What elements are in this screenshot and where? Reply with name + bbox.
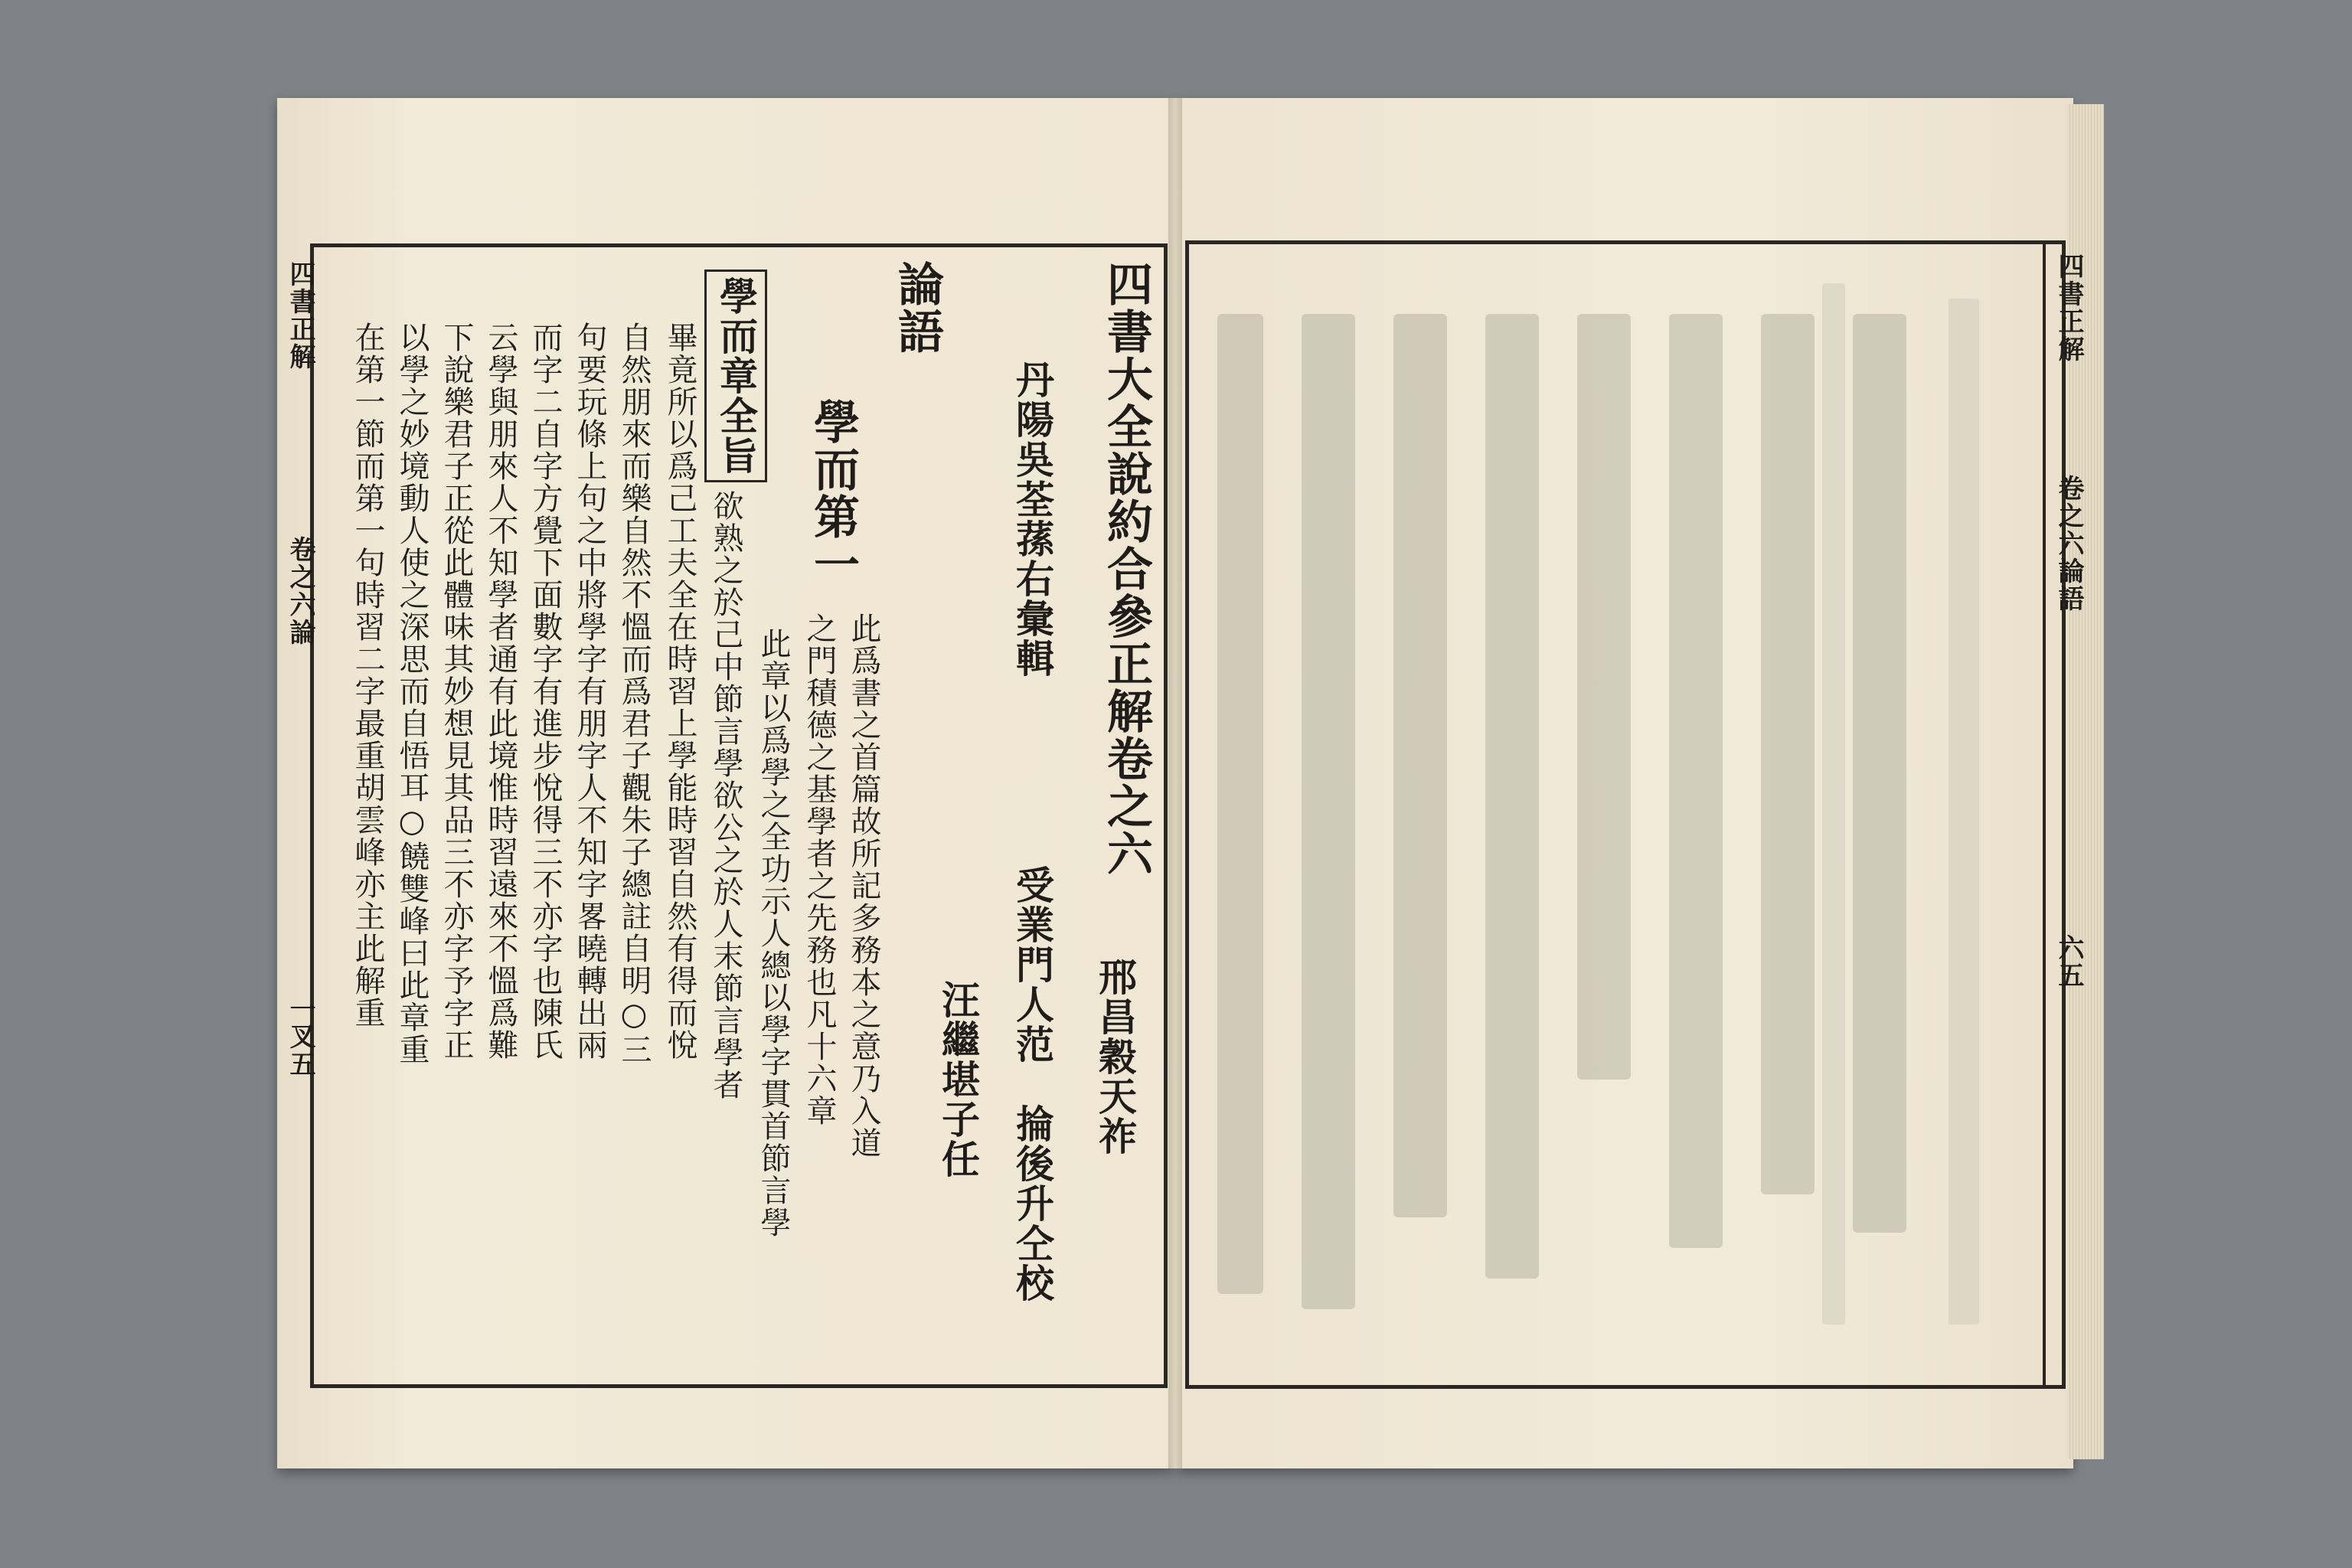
body-column: 欲熟之於己中節言學欲公之於人末節言學者 [708, 490, 743, 1101]
ghost-column [1393, 314, 1447, 1217]
right-banxin-title: 四書正解 [2053, 253, 2084, 363]
ghost-column [1822, 283, 1845, 1325]
boxed-heading: 學而章全旨 [704, 270, 767, 482]
bleed-through-texture [1194, 253, 2037, 1378]
ghost-column [1853, 314, 1906, 1233]
compiler-line: 丹陽吳荃蓀右彙輯 [1010, 360, 1055, 678]
ghost-column [1485, 314, 1539, 1279]
right-banxin-strip [2043, 240, 2089, 1389]
body-column: 以學之妙境動人使之深思而自悟耳○饒雙峰曰此章重 [394, 322, 430, 1066]
section-name: 學而第一 [806, 398, 860, 588]
body-column: 下說樂君子正從此體味其妙想見其品三不亦字予字正 [439, 322, 474, 1061]
ghost-column [1302, 314, 1355, 1309]
ghost-column [1949, 299, 1979, 1325]
body-column: 自然朋來而樂自然不慍而爲君子觀朱子總註自明○三 [616, 322, 652, 1066]
ghost-column [1761, 314, 1815, 1194]
ghost-column [1669, 314, 1723, 1248]
book-title: 四書大全說約合參正解卷之六 [1099, 260, 1153, 877]
left-banxin-strip [277, 243, 314, 1388]
left-banxin-volume: 卷之六論 [285, 536, 315, 646]
left-banxin-page: 一叉五 [285, 995, 315, 1078]
body-column: 此爲書之首篇故所記多務本之意乃入道 [846, 612, 881, 1159]
checker-line: 汪繼堪子任 [936, 980, 981, 1179]
ghost-column [1217, 314, 1263, 1294]
right-banxin-volume: 卷之六論語 [2053, 475, 2084, 612]
body-column: 云學與朋來人不知學者通有此境惟時習遠來不慍爲難 [483, 322, 518, 1061]
body-column: 之門積德之基學者之先務也凡十六章 [802, 612, 837, 1127]
body-column: 在第一節而第一句時習二字最重胡雲峰亦主此解重 [350, 322, 385, 1029]
disciple-line: 受業門人范 掄後升仝校 [1010, 865, 1055, 1303]
left-banxin-title: 四書正解 [285, 260, 315, 371]
right-banxin-page: 六五 [2053, 934, 2084, 989]
chapter-name: 論語 [890, 260, 944, 355]
editor-line: 邢昌穀天祚 [1093, 957, 1138, 1156]
body-column: 而字二自字方覺下面數字有進步悅得三不亦字也陳氏 [528, 322, 563, 1061]
body-column: 句要玩條上句之中將學字有朋字人不知字畧曉轉出兩 [572, 322, 607, 1061]
body-column: 此章以爲學之全功示人總以學字貫首節言學 [756, 628, 791, 1239]
book-gutter [1168, 98, 1182, 1468]
ghost-column [1577, 314, 1631, 1080]
body-column: 畢竟所以爲己工夫全在時習上學能時習自然有得而悅 [662, 322, 697, 1061]
